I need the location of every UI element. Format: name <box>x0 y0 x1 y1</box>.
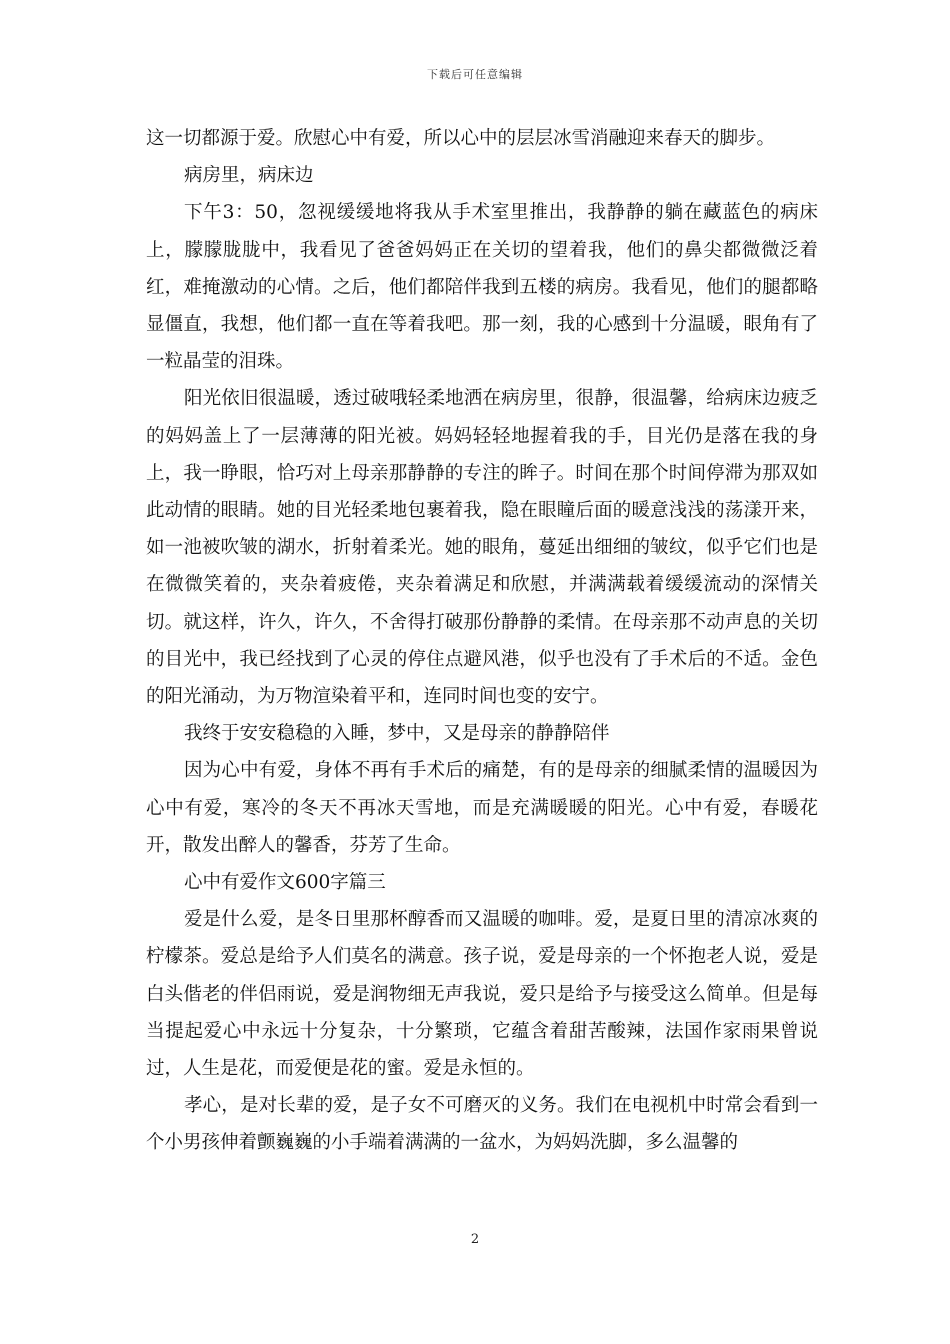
paragraph: 我终于安安稳稳的入睡，梦中，又是母亲的静静陪伴 <box>184 723 610 745</box>
paragraph: 爱是什么爱，是冬日里那杯醇香而又温暖的咖啡。爱，是夏日里的清凉冰爽的柠檬茶。爱总是给予人们莫名的满意。孩子说，爱是母亲的一个怀抱老人说，爱是白头偕老的伴侣雨说，爱是润物细无声我说，爱只是给予与接受这么简单。但是每当提起爱心中永远十分复杂，十分繁琐，它蕴含着甜苦酸辣，法国作家雨果曾说过，人生是花，而爱便是花的蜜。爱是永恒的。 <box>146 909 818 1080</box>
paragraph: 阳光依旧很温暖，透过破哦轻柔地洒在病房里，很静，很温馨，给病床边疲乏的妈妈盖上了一层薄薄的阳光被。妈妈轻轻地握着我的手，目光仍是落在我的身上，我一睁眼，恰巧对上母亲那静静的专注的眸子。时间在那个时间停滞为那双如此动情的眼睛。她的目光轻柔地包裹着我，隐在眼瞳后面的暖意浅浅的荡漾开来，如一池被吹皱的湖水，折射着柔光。她的眼角，蔓延出细细的皱纹，似乎它们也是在微微笑着的，夹杂着疲倦，夹杂着满足和欣慰，并满满载着缓缓流动的深情关切。就这样，许久，许久，不舍得打破那份静静的柔情。在母亲那不动声息的关切的目光中，我已经找到了心灵的停住点避风港，似乎也没有了手术后的不适。金色的阳光涌动，为万物渲染着平和，连同时间也变的安宁。 <box>146 388 818 708</box>
paragraph: 这一切都源于爱。欣慰心中有爱，所以心中的层层冰雪消融迎来春天的脚步。 <box>146 128 776 149</box>
page-header: 下载后可任意编辑 <box>427 68 523 81</box>
paragraph: 下午3：50，忽视缓缓地将我从手术室里推出，我静静的躺在藏蓝色的病床上，朦朦胧胧中，我看见了爸爸妈妈正在关切的望着我，他们的鼻尖都微微泛着红，难掩激动的心情。之后，他们都陪伴我到五楼的病房。我看见，他们的腿都略显僵直，我想，他们都一直在等着我吧。那一刻，我的心感到十分温暖，眼角有了一粒晶莹的泪珠。 <box>146 202 818 373</box>
paragraph: 因为心中有爱，身体不再有手术后的痛楚，有的是母亲的细腻柔情的温暖因为心中有爱，寒冷的冬天不再冰天雪地，而是充满暖暖的阳光。心中有爱，春暖花开，散发出醉人的馨香，芬芳了生命。 <box>146 760 818 856</box>
document-body <box>146 120 818 1162</box>
section-heading: 病房里，病床边 <box>184 165 314 187</box>
paragraph: 孝心，是对长辈的爱，是子女不可磨灭的义务。我们在电视机中时常会看到一个小男孩伸着颤巍巍的小手端着满满的一盆水，为妈妈洗脚，多么温馨的 <box>146 1095 818 1154</box>
page-number: 2 <box>470 1232 480 1247</box>
essay-title: 心中有爱作文600字篇三 <box>184 872 386 894</box>
